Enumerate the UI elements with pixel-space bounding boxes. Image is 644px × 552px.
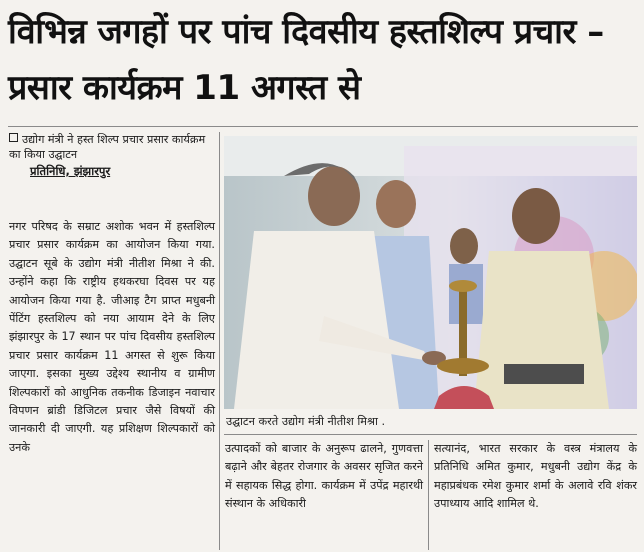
article-column-1: नगर परिषद के सम्राट अशोक भवन में हस्तशिल्प प्रचार प्रसार कार्यक्रम का आयोजन किया गया. उद्घाटन सूबे के उद्योग मंत्री नीतीश मिश्रा ने की. उन्होंने कहा कि राष्ट्रीय हथकरघा दिवस पर यह आयोजन किया गया है. जीआइ टैग प्राप्त मधुबनी पेंटिंग हस्तशिल्प को नया आयाम देने के लिए झंझारपुर के 17 स्थान पर पांच दिवसीय हस्तशिल्प प्रचार प्रसार कार्यक्रम 11 अगस्त से शुरू किया जाएगा. इसका मुख्य उद्देश्य स्थानीय व ग्रामीण शिल्पकारों को आधुनिक तकनीक डिजाइन नवाचार विपणन ब्रांडी डिजिटल प्रचार जैसे विषयों की जानकारी दी जाएगी. यह प्रशिक्षण शिल्पकारों को उनके [9,220,215,454]
news-photo [224,136,637,409]
caption-divider [224,434,637,435]
column-divider-2 [428,440,429,550]
byline: प्रतिनिधि, झंझारपुर [30,164,111,178]
top-divider [8,126,638,127]
article-column-3: सत्यानंद, भारत सरकार के वस्त्र मंत्रालय के प्रतिनिधि अमित कुमार, मधुबनी उद्योग केंद्र के महाप्रबंधक रमेश कुमार शर्मा के अलावे रवि शंकर उपाध्याय आदि शामिल थे. [434,442,637,511]
photo-illustration [224,136,637,409]
headline: विभिन्न जगहों पर पांच दिवसीय हस्तशिल्प प्रचार – प्रसार कार्यक्रम 11 अगस्त से [8,12,604,108]
article-column-2: उत्पादकों को बाजार के अनुरूप ढालने, गुणवत्ता बढ़ाने और बेहतर रोजगार के अवसर सृजित करने में सहायक सिद्ध होगा. कार्यक्रम में उपेंद्र महारथी संस्थान के अधिकारी [225,442,423,511]
photo-caption: उद्घाटन करते उद्योग मंत्री नीतीश मिश्रा . [226,415,386,428]
bullet-box-icon [9,133,18,142]
subheading-text: उद्योग मंत्री ने हस्त शिल्प प्रचार प्रसार कार्यक्रम का किया उद्घाटन [9,133,206,161]
column-divider [219,132,220,550]
subheading [9,132,214,162]
